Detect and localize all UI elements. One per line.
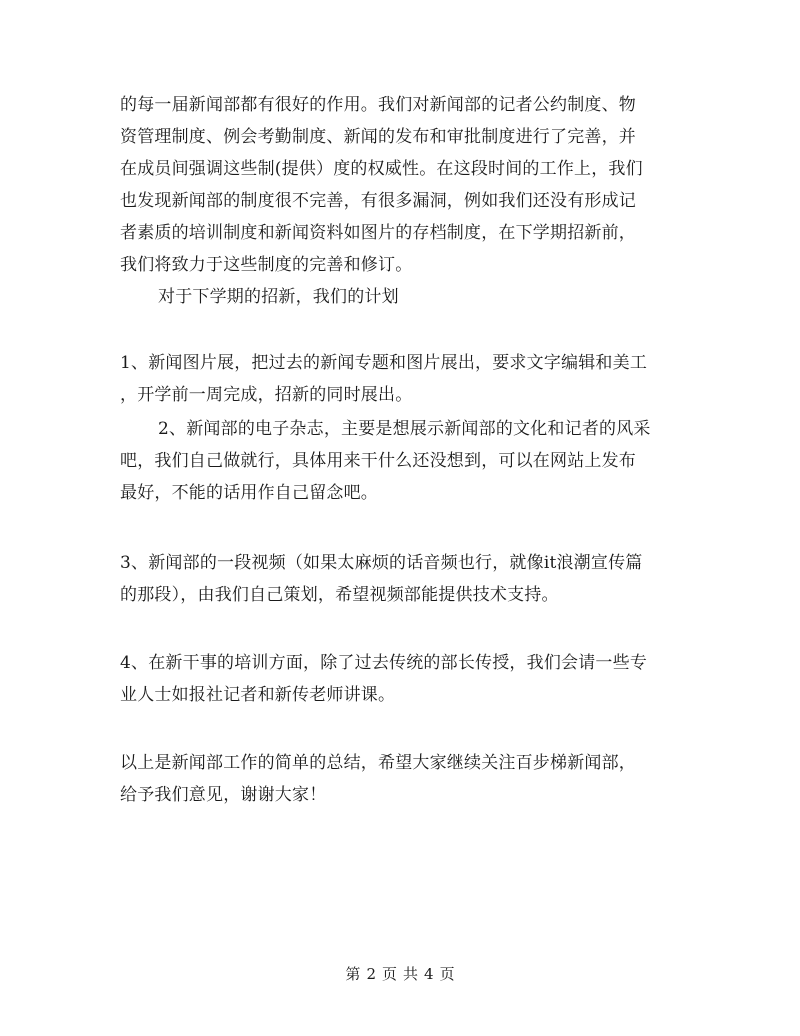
body-text-line: 也发现新闻部的制度很不完善，有很多漏洞，例如我们还没有形成记 — [120, 191, 636, 211]
closing-line: 给予我们意见，谢谢大家！ — [120, 785, 327, 805]
plan-item-2-line: 2、新闻部的电子杂志，主要是想展示新闻部的文化和记者的风采 — [158, 419, 651, 439]
plan-item-4-line: 4、在新干事的培训方面，除了过去传统的部长传授，我们会请一些专 — [120, 653, 648, 673]
plan-item-3-line: 的那段），由我们自己策划，希望视频部能提供技术支持。 — [120, 585, 559, 605]
footer-total-word: 共 — [403, 965, 419, 983]
body-text-line: 我们将致力于这些制度的完善和修订。 — [120, 255, 413, 275]
plan-item-2-line: 吧，我们自己做就行，具体用来干什么还没想到，可以在网站上发布 — [120, 451, 636, 471]
body-text-line: 在成员间强调这些制(提供）度的权威性。在这段时间的工作上，我们 — [120, 159, 643, 179]
plan-item-4-line: 业人士如报社记者和新传老师讲课。 — [120, 685, 396, 705]
footer-total-pages: 4 — [424, 965, 434, 983]
body-text-line: 者素质的培训制度和新闻资料如图片的存档制度，在下学期招新前， — [120, 223, 636, 243]
body-text-line: 资管理制度、例会考勤制度、新闻的发布和审批制度进行了完善，并 — [120, 127, 636, 147]
footer-prefix: 第 — [345, 965, 361, 983]
plan-item-2-line: 最好，不能的话用作自己留念吧。 — [120, 483, 378, 503]
footer-current-page: 2 — [366, 965, 376, 983]
plan-item-1-line: 1、新闻图片展，把过去的新闻专题和图片展出，要求文字编辑和美工 — [120, 353, 648, 373]
plan-item-1-line: ，开学前一周完成，招新的同时展出。 — [120, 385, 413, 405]
footer-page-word: 页 — [381, 965, 397, 983]
closing-line: 以上是新闻部工作的简单的总结，希望大家继续关注百步梯新闻部， — [120, 753, 636, 773]
body-text-line: 的每一届新闻部都有很好的作用。我们对新闻部的记者公约制度、物 — [120, 95, 636, 115]
page-footer — [0, 964, 800, 984]
plan-item-3-line: 3、新闻部的一段视频（如果太麻烦的话音频也行，就像it浪潮宣传篇 — [120, 553, 643, 573]
plan-intro-line: 对于下学期的招新，我们的计划 — [158, 287, 399, 307]
footer-suffix: 页 — [439, 965, 455, 983]
